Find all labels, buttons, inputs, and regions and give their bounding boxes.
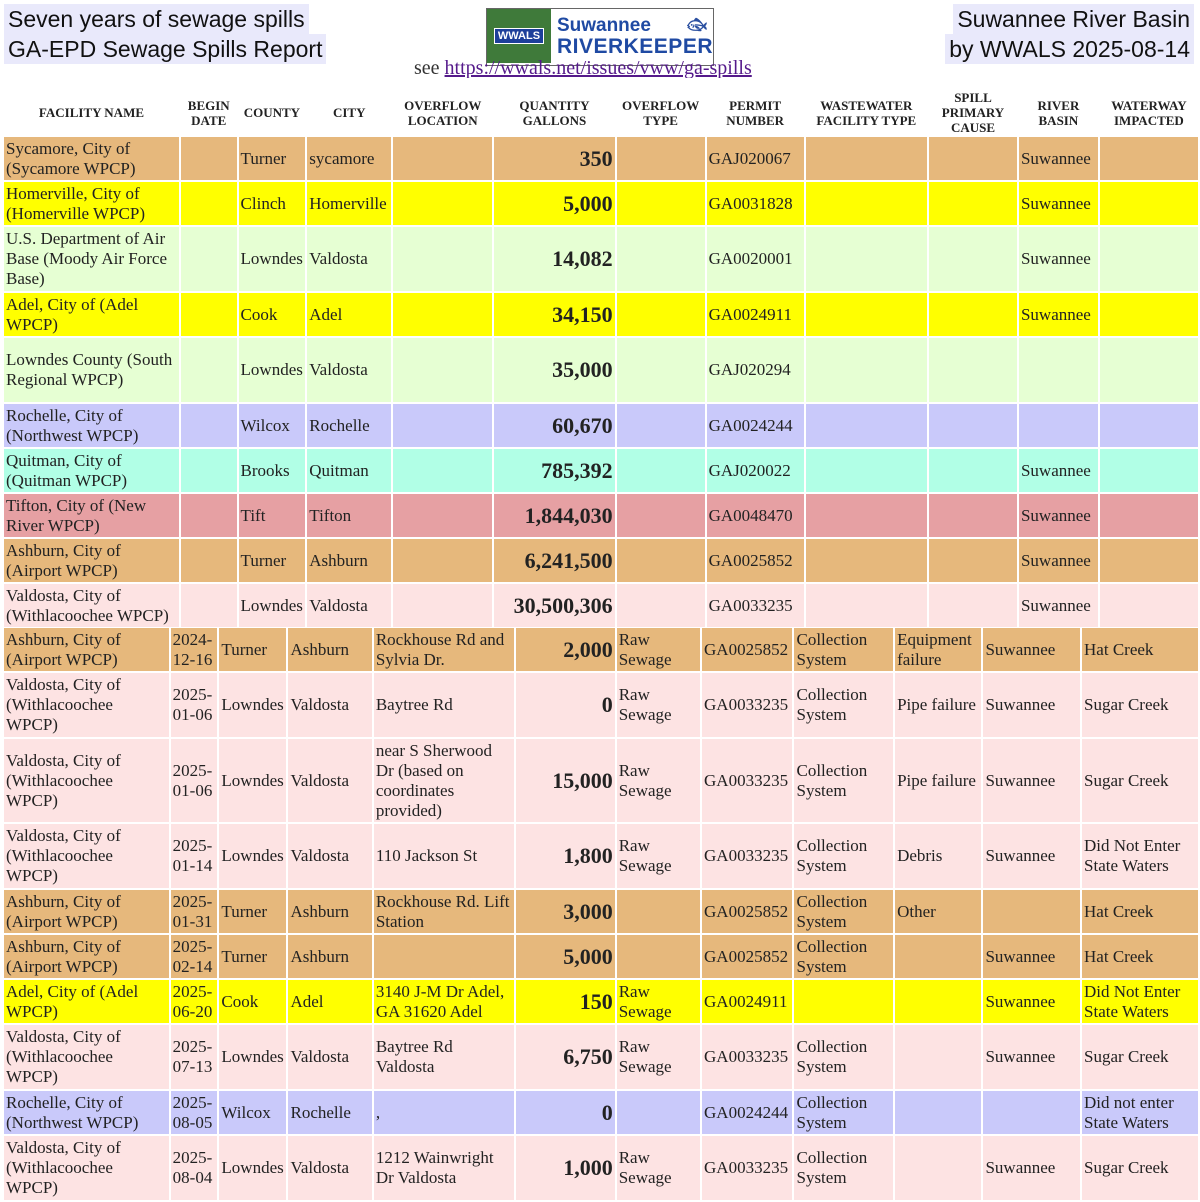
overflow-type-cell: [617, 293, 705, 336]
overflow-location-cell: [393, 137, 492, 180]
waterway-impacted-cell: [1100, 584, 1198, 627]
begin-date-cell: 2025-06-20: [171, 980, 218, 1023]
begin-date-cell: [181, 449, 237, 492]
waterway-impacted-cell: Sugar Creek: [1082, 739, 1198, 822]
overflow-location-cell: Baytree Rd: [374, 673, 514, 737]
county-cell: Wilcox: [239, 404, 306, 447]
county-cell: Wilcox: [219, 1091, 286, 1134]
overflow-location-cell: [393, 584, 492, 627]
overflow-type-cell: [617, 338, 705, 402]
waterway-impacted-cell: [1100, 338, 1198, 402]
county-cell: Turner: [239, 539, 306, 582]
quantity-gallons-cell: 6,750: [516, 1025, 615, 1089]
table-row: [4, 449, 1198, 492]
county-cell: Turner: [219, 935, 286, 978]
table-row: [4, 404, 1198, 447]
river-basin-cell: [983, 890, 1080, 933]
overflow-location-cell: Rockhouse Rd and Sylvia Dr.: [374, 628, 514, 671]
overflow-location-cell: [393, 227, 492, 291]
overflow-location-cell: 3140 J-M Dr Adel, GA 31620 Adel: [374, 980, 514, 1023]
wwals-badge: [487, 9, 551, 63]
facility-name-cell: Tifton, City of (New River WPCP): [4, 494, 179, 537]
see-prefix: see: [414, 58, 445, 78]
permit-number-cell: GA0031828: [707, 182, 804, 225]
overflow-type-cell: [617, 584, 705, 627]
permit-number-cell: GA0024911: [707, 293, 804, 336]
begin-date-cell: [181, 227, 237, 291]
facility-name-cell: Adel, City of (Adel WPCP): [4, 293, 179, 336]
city-cell: Ashburn: [288, 890, 371, 933]
column-header: OVERFLOW TYPE: [617, 90, 705, 135]
quantity-gallons-cell: 1,844,030: [494, 494, 614, 537]
river-basin-cell: Suwannee: [983, 628, 1080, 671]
overflow-type-cell: Raw Sewage: [617, 739, 700, 822]
overflow-location-cell: [393, 182, 492, 225]
table-row: [4, 673, 1198, 737]
overflow-type-cell: Raw Sewage: [617, 1136, 700, 1200]
spill-cause-cell: [895, 1025, 981, 1089]
permit-number-cell: GA0025852: [702, 890, 792, 933]
overflow-type-cell: Raw Sewage: [617, 673, 700, 737]
permit-number-cell: GA0025852: [702, 935, 792, 978]
wwals-badge-text: WWALS: [494, 28, 544, 44]
spill-cause-cell: [929, 182, 1017, 225]
overflow-type-cell: [617, 182, 705, 225]
report-source-block: [945, 4, 1194, 64]
county-cell: Lowndes: [239, 227, 306, 291]
city-cell: Valdosta: [288, 1136, 371, 1200]
waterway-impacted-cell: [1100, 293, 1198, 336]
overflow-type-cell: [617, 890, 700, 933]
column-header: WATERWAY IMPACTED: [1100, 90, 1198, 135]
column-header: COUNTY: [239, 90, 306, 135]
facility-name-cell: Ashburn, City of (Airport WPCP): [4, 935, 169, 978]
county-cell: Cook: [239, 293, 306, 336]
waterway-impacted-cell: [1100, 449, 1198, 492]
spill-cause-cell: [929, 494, 1017, 537]
table-row: [4, 1136, 1198, 1200]
facility-name-cell: Adel, City of (Adel WPCP): [4, 980, 169, 1023]
quantity-gallons-cell: 5,000: [494, 182, 614, 225]
overflow-location-cell: Baytree Rd Valdosta: [374, 1025, 514, 1089]
see-link-line: [414, 58, 752, 78]
river-basin-cell: Suwannee: [983, 824, 1080, 888]
waterway-impacted-cell: [1100, 137, 1198, 180]
city-cell: Ashburn: [288, 935, 371, 978]
overflow-type-cell: Raw Sewage: [617, 628, 700, 671]
river-basin-cell: [983, 1091, 1080, 1134]
logo-text: [551, 9, 713, 65]
facility-name-cell: Valdosta, City of (Withlacoochee WPCP): [4, 1025, 169, 1089]
quantity-gallons-cell: 1,800: [516, 824, 615, 888]
column-header: BEGIN DATE: [181, 90, 237, 135]
city-cell: Ashburn: [307, 539, 391, 582]
quantity-gallons-cell: 14,082: [494, 227, 614, 291]
overflow-type-cell: [617, 449, 705, 492]
county-cell: Lowndes: [219, 1136, 286, 1200]
table-row: [4, 539, 1198, 582]
facility-type-cell: [806, 449, 927, 492]
facility-type-cell: Collection System: [794, 824, 893, 888]
permit-number-cell: GA0033235: [707, 584, 804, 627]
city-cell: Valdosta: [307, 338, 391, 402]
county-cell: Lowndes: [239, 338, 306, 402]
spill-cause-cell: [929, 338, 1017, 402]
begin-date-cell: 2025-08-05: [171, 1091, 218, 1134]
overflow-type-cell: Raw Sewage: [617, 980, 700, 1023]
facility-name-cell: Sycamore, City of (Sycamore WPCP): [4, 137, 179, 180]
overflow-location-cell: [393, 404, 492, 447]
waterway-impacted-cell: Did Not Enter State Waters: [1082, 824, 1198, 888]
begin-date-cell: 2025-01-31: [171, 890, 218, 933]
facility-type-cell: [806, 584, 927, 627]
spill-cause-cell: [895, 935, 981, 978]
facility-type-cell: Collection System: [794, 1091, 893, 1134]
quantity-gallons-cell: 1,000: [516, 1136, 615, 1200]
city-cell: Adel: [288, 980, 371, 1023]
begin-date-cell: 2025-02-14: [171, 935, 218, 978]
spill-cause-cell: Pipe failure: [895, 673, 981, 737]
river-basin-cell: Suwannee: [1019, 182, 1098, 225]
begin-date-cell: 2025-01-06: [171, 739, 218, 822]
detail-table: [2, 626, 1200, 1202]
county-cell: Tift: [239, 494, 306, 537]
table-row: [4, 1091, 1198, 1134]
spill-cause-cell: [895, 1136, 981, 1200]
facility-type-cell: Collection System: [794, 739, 893, 822]
city-cell: Valdosta: [288, 1025, 371, 1089]
waterway-impacted-cell: Did Not Enter State Waters: [1082, 980, 1198, 1023]
river-basin-cell: Suwannee: [983, 1136, 1080, 1200]
river-basin-cell: Suwannee: [1019, 449, 1098, 492]
quantity-gallons-cell: 785,392: [494, 449, 614, 492]
table-row: [4, 935, 1198, 978]
permit-number-cell: GA0024911: [702, 980, 792, 1023]
waterway-impacted-cell: [1100, 494, 1198, 537]
facility-name-cell: Rochelle, City of (Northwest WPCP): [4, 1091, 169, 1134]
facility-type-cell: [806, 137, 927, 180]
column-header: RIVER BASIN: [1019, 90, 1098, 135]
city-cell: sycamore: [307, 137, 391, 180]
begin-date-cell: [181, 494, 237, 537]
river-basin-cell: Suwannee: [1019, 494, 1098, 537]
spill-cause-cell: [929, 293, 1017, 336]
overflow-type-cell: [617, 137, 705, 180]
spill-cause-cell: Equipment failure: [895, 628, 981, 671]
county-cell: Turner: [239, 137, 306, 180]
overflow-type-cell: [617, 494, 705, 537]
overflow-type-cell: [617, 227, 705, 291]
city-cell: Valdosta: [288, 739, 371, 822]
quantity-gallons-cell: 5,000: [516, 935, 615, 978]
begin-date-cell: [181, 338, 237, 402]
waterway-impacted-cell: Did not enter State Waters: [1082, 1091, 1198, 1134]
facility-type-cell: Collection System: [794, 628, 893, 671]
facility-name-cell: U.S. Department of Air Base (Moody Air Force Base): [4, 227, 179, 291]
county-cell: Turner: [219, 890, 286, 933]
quantity-gallons-cell: 0: [516, 1091, 615, 1134]
county-cell: Lowndes: [219, 1025, 286, 1089]
river-basin-cell: Suwannee: [1019, 137, 1098, 180]
city-cell: Adel: [307, 293, 391, 336]
table-row: [4, 980, 1198, 1023]
facility-name-cell: Ashburn, City of (Airport WPCP): [4, 890, 169, 933]
table-row: [4, 824, 1198, 888]
permit-number-cell: GA0033235: [702, 1025, 792, 1089]
overflow-type-cell: [617, 1091, 700, 1134]
facility-name-cell: Valdosta, City of (Withlacoochee WPCP): [4, 584, 179, 627]
spill-cause-cell: [895, 1091, 981, 1134]
county-cell: Lowndes: [219, 673, 286, 737]
waterway-impacted-cell: Sugar Creek: [1082, 1025, 1198, 1089]
begin-date-cell: [181, 182, 237, 225]
city-cell: Ashburn: [288, 628, 371, 671]
permit-number-cell: GA0033235: [702, 673, 792, 737]
facility-type-cell: [806, 293, 927, 336]
county-cell: Lowndes: [219, 824, 286, 888]
waterway-impacted-cell: [1100, 404, 1198, 447]
begin-date-cell: [181, 539, 237, 582]
column-header: QUANTITY GALLONS: [494, 90, 614, 135]
quantity-gallons-cell: 60,670: [494, 404, 614, 447]
table-row: [4, 338, 1198, 402]
overflow-location-cell: Rockhouse Rd. Lift Station: [374, 890, 514, 933]
overflow-location-cell: near S Sherwood Dr (based on coordinates provided): [374, 739, 514, 822]
basin-label: Suwannee River Basin: [953, 4, 1194, 34]
quantity-gallons-cell: 6,241,500: [494, 539, 614, 582]
column-header: FACILITY NAME: [4, 90, 179, 135]
overflow-location-cell: [393, 539, 492, 582]
quantity-gallons-cell: 150: [516, 980, 615, 1023]
city-cell: Rochelle: [288, 1091, 371, 1134]
summary-table: [2, 88, 1200, 629]
table-row: [4, 293, 1198, 336]
quantity-gallons-cell: 3,000: [516, 890, 615, 933]
overflow-location-cell: 110 Jackson St: [374, 824, 514, 888]
quantity-gallons-cell: 15,000: [516, 739, 615, 822]
facility-type-cell: [794, 980, 893, 1023]
spill-cause-cell: [929, 584, 1017, 627]
permit-number-cell: GA0025852: [707, 539, 804, 582]
facility-type-cell: [806, 182, 927, 225]
begin-date-cell: 2025-07-13: [171, 1025, 218, 1089]
facility-type-cell: [806, 404, 927, 447]
waterway-impacted-cell: [1100, 539, 1198, 582]
facility-type-cell: Collection System: [794, 1136, 893, 1200]
spill-cause-cell: [929, 227, 1017, 291]
quantity-gallons-cell: 0: [516, 673, 615, 737]
begin-date-cell: [181, 137, 237, 180]
report-subtitle: GA-EPD Sewage Spills Report: [4, 34, 326, 64]
county-cell: Brooks: [239, 449, 306, 492]
permit-number-cell: GA0024244: [707, 404, 804, 447]
city-cell: Valdosta: [288, 673, 371, 737]
permit-number-cell: GAJ020022: [707, 449, 804, 492]
river-basin-cell: Suwannee: [983, 980, 1080, 1023]
river-basin-cell: Suwannee: [1019, 539, 1098, 582]
fish-icon: 🐟︎: [686, 17, 707, 34]
facility-name-cell: Ashburn, City of (Airport WPCP): [4, 539, 179, 582]
table-row: [4, 137, 1198, 180]
waterway-impacted-cell: [1100, 182, 1198, 225]
column-header: WASTEWATER FACILITY TYPE: [806, 90, 927, 135]
report-title: Seven years of sewage spills: [4, 4, 309, 34]
table-row: [4, 494, 1198, 537]
begin-date-cell: [181, 404, 237, 447]
facility-name-cell: Ashburn, City of (Airport WPCP): [4, 628, 169, 671]
permit-number-cell: GA0024244: [702, 1091, 792, 1134]
overflow-location-cell: ,: [374, 1091, 514, 1134]
river-basin-cell: Suwannee: [983, 739, 1080, 822]
spill-cause-cell: Other: [895, 890, 981, 933]
facility-type-cell: Collection System: [794, 935, 893, 978]
spills-link[interactable]: https://wwals.net/issues/vww/ga-spills: [444, 58, 752, 78]
facility-type-cell: Collection System: [794, 890, 893, 933]
facility-type-cell: Collection System: [794, 1025, 893, 1089]
quantity-gallons-cell: 34,150: [494, 293, 614, 336]
county-cell: Turner: [219, 628, 286, 671]
city-cell: Valdosta: [307, 227, 391, 291]
spill-cause-cell: Debris: [895, 824, 981, 888]
quantity-gallons-cell: 30,500,306: [494, 584, 614, 627]
river-basin-cell: Suwannee: [983, 673, 1080, 737]
waterway-impacted-cell: Hat Creek: [1082, 628, 1198, 671]
river-basin-cell: Suwannee: [1019, 293, 1098, 336]
begin-date-cell: [181, 293, 237, 336]
logo-line1: Suwannee: [556, 15, 651, 36]
facility-name-cell: Valdosta, City of (Withlacoochee WPCP): [4, 673, 169, 737]
overflow-type-cell: [617, 935, 700, 978]
column-header-row: [4, 90, 1198, 135]
city-cell: Rochelle: [307, 404, 391, 447]
quantity-gallons-cell: 2,000: [516, 628, 615, 671]
county-cell: Lowndes: [219, 739, 286, 822]
permit-number-cell: GA0048470: [707, 494, 804, 537]
facility-name-cell: Rochelle, City of (Northwest WPCP): [4, 404, 179, 447]
overflow-location-cell: [393, 338, 492, 402]
permit-number-cell: GA0033235: [702, 1136, 792, 1200]
spill-cause-cell: [929, 404, 1017, 447]
facility-type-cell: [806, 338, 927, 402]
city-cell: Valdosta: [307, 584, 391, 627]
river-basin-cell: Suwannee: [1019, 227, 1098, 291]
spill-cause-cell: [895, 980, 981, 1023]
river-basin-cell: Suwannee: [1019, 584, 1098, 627]
begin-date-cell: [181, 584, 237, 627]
column-header: CITY: [307, 90, 391, 135]
county-cell: Clinch: [239, 182, 306, 225]
river-basin-cell: Suwannee: [983, 935, 1080, 978]
facility-name-cell: Valdosta, City of (Withlacoochee WPCP): [4, 739, 169, 822]
spill-cause-cell: [929, 539, 1017, 582]
overflow-location-cell: [393, 449, 492, 492]
city-cell: Tifton: [307, 494, 391, 537]
column-header: SPILL PRIMARY CAUSE: [929, 90, 1017, 135]
quantity-gallons-cell: 35,000: [494, 338, 614, 402]
begin-date-cell: 2025-08-04: [171, 1136, 218, 1200]
facility-name-cell: Valdosta, City of (Withlacoochee WPCP): [4, 1136, 169, 1200]
permit-number-cell: GAJ020067: [707, 137, 804, 180]
table-row: [4, 890, 1198, 933]
overflow-type-cell: [617, 404, 705, 447]
city-cell: Valdosta: [288, 824, 371, 888]
permit-number-cell: GA0025852: [702, 628, 792, 671]
spill-cause-cell: [929, 449, 1017, 492]
spill-cause-cell: Pipe failure: [895, 739, 981, 822]
permit-number-cell: GA0020001: [707, 227, 804, 291]
overflow-location-cell: [393, 293, 492, 336]
overflow-location-cell: 1212 Wainwright Dr Valdosta: [374, 1136, 514, 1200]
permit-number-cell: GA0033235: [702, 739, 792, 822]
county-cell: Lowndes: [239, 584, 306, 627]
report-date: by WWALS 2025-08-14: [945, 34, 1194, 64]
river-basin-cell: [1019, 338, 1098, 402]
table-row: [4, 584, 1198, 627]
facility-type-cell: Collection System: [794, 673, 893, 737]
waterway-impacted-cell: Hat Creek: [1082, 890, 1198, 933]
quantity-gallons-cell: 350: [494, 137, 614, 180]
permit-number-cell: GA0033235: [702, 824, 792, 888]
county-cell: Cook: [219, 980, 286, 1023]
column-header: PERMIT NUMBER: [707, 90, 804, 135]
begin-date-cell: 2025-01-14: [171, 824, 218, 888]
river-basin-cell: Suwannee: [983, 1025, 1080, 1089]
river-basin-cell: [1019, 404, 1098, 447]
facility-type-cell: [806, 539, 927, 582]
overflow-type-cell: Raw Sewage: [617, 824, 700, 888]
begin-date-cell: 2024-12-16: [171, 628, 218, 671]
facility-name-cell: Homerville, City of (Homerville WPCP): [4, 182, 179, 225]
column-header: OVERFLOW LOCATION: [393, 90, 492, 135]
begin-date-cell: 2025-01-06: [171, 673, 218, 737]
waterway-impacted-cell: Sugar Creek: [1082, 1136, 1198, 1200]
waterway-impacted-cell: Sugar Creek: [1082, 673, 1198, 737]
permit-number-cell: GAJ020294: [707, 338, 804, 402]
logo-line2: RIVERKEEPER: [556, 35, 713, 58]
overflow-type-cell: [617, 539, 705, 582]
overflow-location-cell: [374, 935, 514, 978]
city-cell: Quitman: [307, 449, 391, 492]
spill-cause-cell: [929, 137, 1017, 180]
overflow-location-cell: [393, 494, 492, 537]
facility-name-cell: Valdosta, City of (Withlacoochee WPCP): [4, 824, 169, 888]
city-cell: Homerville: [307, 182, 391, 225]
facility-name-cell: Lowndes County (South Regional WPCP): [4, 338, 179, 402]
report-title-block: [4, 4, 326, 64]
table-row: [4, 628, 1198, 671]
waterway-impacted-cell: [1100, 227, 1198, 291]
facility-type-cell: [806, 494, 927, 537]
waterway-impacted-cell: Hat Creek: [1082, 935, 1198, 978]
table-row: [4, 1025, 1198, 1089]
facility-type-cell: [806, 227, 927, 291]
table-row: [4, 739, 1198, 822]
facility-name-cell: Quitman, City of (Quitman WPCP): [4, 449, 179, 492]
table-row: [4, 227, 1198, 291]
overflow-type-cell: Raw Sewage: [617, 1025, 700, 1089]
table-row: [4, 182, 1198, 225]
